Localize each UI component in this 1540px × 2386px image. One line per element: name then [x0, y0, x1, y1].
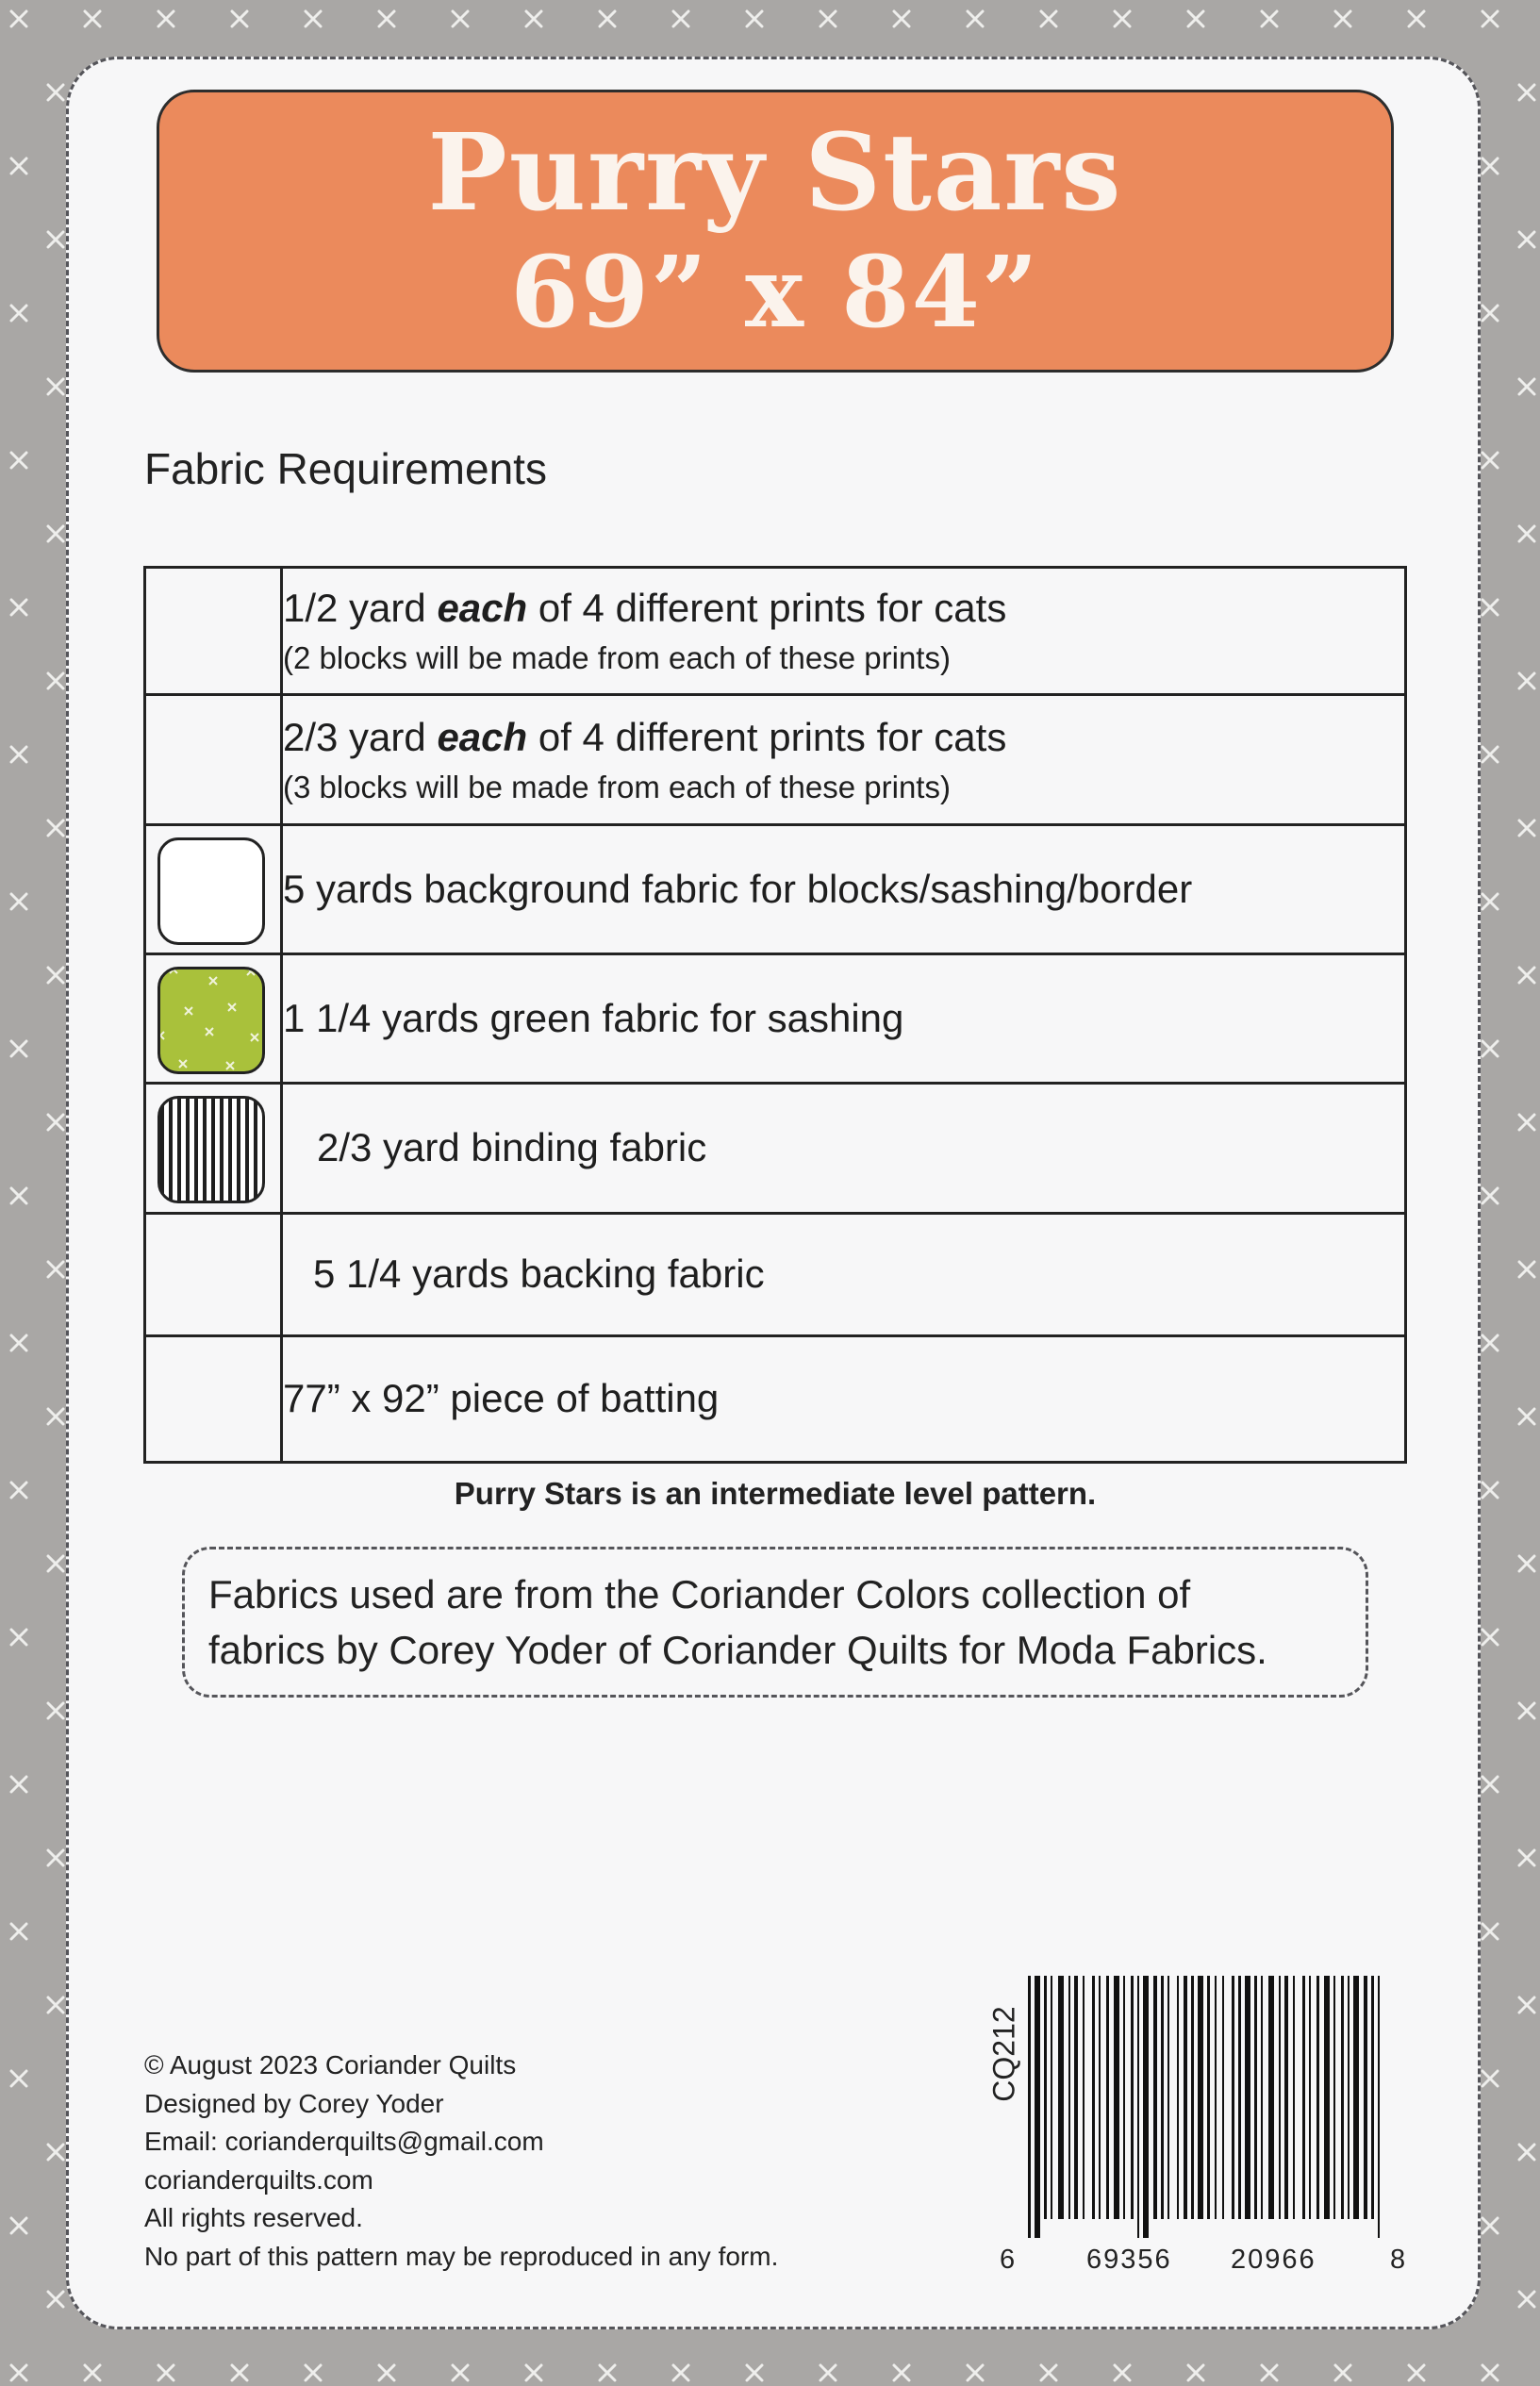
swatch-cell [145, 825, 282, 954]
reproduction-line: No part of this pattern may be reproduced in any form. [144, 2241, 779, 2271]
barcode-bar [1341, 1976, 1344, 2219]
barcode-digit: 8 [1390, 2245, 1408, 2275]
barcode-bar [1222, 1976, 1224, 2219]
copyright-block [144, 2046, 778, 2276]
table-row [145, 1084, 1406, 1214]
table-row [145, 1214, 1406, 1336]
swatch-cell-empty [145, 695, 282, 825]
table-row [145, 954, 1406, 1084]
barcode [1026, 1976, 1384, 2240]
barcode-bar [1333, 1976, 1335, 2219]
barcode-bar [1232, 1976, 1234, 2219]
barcode-bar [1028, 1976, 1031, 2238]
barcode-bar [1353, 1976, 1359, 2219]
barcode-bar [1238, 1976, 1241, 2219]
barcode-bar [1051, 1976, 1052, 2219]
requirement-note: (3 blocks will be made from each of these prints) [283, 769, 951, 804]
barcode-bar [1143, 1976, 1149, 2238]
barcode-bar [1092, 1976, 1095, 2219]
barcode-bar [1302, 1976, 1305, 2219]
barcode-digit: 6 [1000, 2245, 1018, 2275]
barcode-bar [1254, 1976, 1257, 2219]
barcode-bar [1215, 1976, 1217, 2219]
skill-level-note: Purry Stars is an intermediate level pattern. [454, 1476, 1097, 1511]
barcode-bar [1348, 1976, 1350, 2219]
barcode-bar [1099, 1976, 1101, 2219]
pattern-title: Purry Stars [427, 111, 1123, 235]
barcode-bar [1106, 1976, 1109, 2219]
table-row [145, 1336, 1406, 1463]
barcode-bar [1293, 1976, 1295, 2219]
barcode-bar [1123, 1976, 1125, 2219]
designer-line: Designed by Corey Yoder [144, 2088, 444, 2118]
barcode-bar [1378, 1976, 1380, 2238]
barcode-bar [1279, 1976, 1281, 2219]
swatch-cell-empty [145, 1336, 282, 1463]
green-fabric-swatch [157, 967, 265, 1074]
barcode-bar [1035, 1976, 1040, 2238]
swatch-cell-empty [145, 1214, 282, 1336]
table-row [145, 568, 1406, 695]
requirement-text: 5 yards background fabric for blocks/sashing/border [282, 825, 1406, 954]
requirement-note: (2 blocks will be made from each of these prints) [283, 640, 951, 676]
barcode-bar [1177, 1976, 1179, 2219]
swatch-cell-empty [145, 568, 282, 695]
striped-binding-swatch [157, 1096, 265, 1203]
fabric-collection-note [182, 1547, 1368, 1698]
requirement-text: 77” x 92” piece of batting [282, 1336, 1406, 1463]
white-fabric-swatch [157, 837, 265, 945]
swatch-cell [145, 1084, 282, 1214]
barcode-digits-right: 20966 [1231, 2245, 1316, 2275]
barcode-digits-left: 69356 [1086, 2245, 1172, 2275]
barcode-bar [1191, 1976, 1194, 2219]
requirement-text: 2/3 yard each of 4 different prints for cats (3 blocks will be made from each of these prints) [282, 695, 1406, 825]
barcode-bar [1261, 1976, 1263, 2219]
barcode-bar [1058, 1976, 1064, 2219]
sku-code: CQ212 [986, 2006, 1021, 2102]
barcode-bar [1324, 1976, 1330, 2219]
fabric-requirements-table [143, 566, 1407, 1464]
barcode-bar [1074, 1976, 1078, 2219]
barcode-bar [1167, 1976, 1169, 2219]
fabric-note-line: Fabrics used are from the Coriander Colors collection of [208, 1572, 1191, 1616]
barcode-bar [1371, 1976, 1374, 2219]
title-banner [157, 90, 1394, 373]
barcode-bar [1137, 1976, 1139, 2238]
barcode-bar [1184, 1976, 1187, 2219]
requirement-text: 1/2 yard each of 4 different prints for cats (2 blocks will be made from each of these prints) [282, 568, 1406, 695]
barcode-bar [1268, 1976, 1274, 2219]
barcode-bar [1198, 1976, 1203, 2219]
barcode-bar [1044, 1976, 1047, 2219]
barcode-bar [1131, 1976, 1134, 2219]
barcode-bar [1161, 1976, 1164, 2219]
barcode-bar [1245, 1976, 1250, 2219]
barcode-bar [1207, 1976, 1210, 2219]
swatch-cell [145, 954, 282, 1084]
fabric-requirements-heading: Fabric Requirements [144, 444, 547, 493]
barcode-bar [1068, 1976, 1070, 2219]
requirement-text: 1 1/4 yards green fabric for sashing [282, 954, 1406, 1084]
barcode-bar [1364, 1976, 1367, 2219]
website-line: corianderquilts.com [144, 2164, 373, 2195]
barcode-bar [1284, 1976, 1288, 2219]
requirement-text: 2/3 yard binding fabric [282, 1084, 1406, 1214]
table-row [145, 825, 1406, 954]
barcode-bar [1083, 1976, 1085, 2219]
barcode-bar [1114, 1976, 1119, 2219]
green-swatch-pattern [160, 969, 265, 1074]
quilt-size: 69” x 84” [510, 234, 1040, 350]
copyright-line: © August 2023 Coriander Quilts [144, 2050, 517, 2079]
barcode-bar [1153, 1976, 1157, 2219]
barcode-bar [1316, 1976, 1319, 2219]
requirement-text: 5 1/4 yards backing fabric [282, 1214, 1406, 1336]
fabric-note-line: fabrics by Corey Yoder of Coriander Quilts for Moda Fabrics. [208, 1628, 1267, 1672]
email-line: Email: corianderquilts@gmail.com [144, 2127, 544, 2156]
table-row [145, 695, 1406, 825]
rights-line: All rights reserved. [144, 2203, 363, 2232]
barcode-bar [1309, 1976, 1311, 2219]
